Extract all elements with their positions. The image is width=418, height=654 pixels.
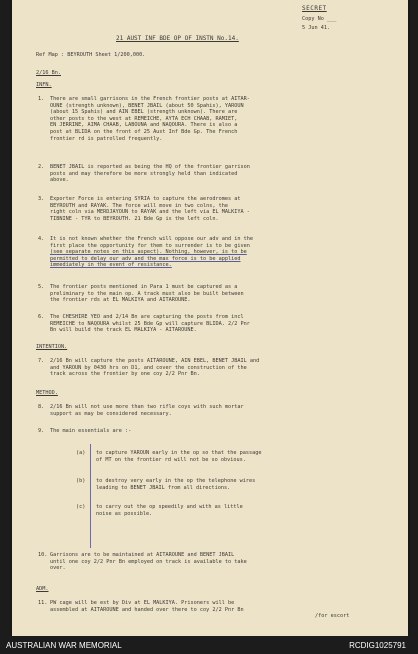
- unit-heading: 2/16 Bn.: [36, 70, 61, 76]
- paragraph-line: The frontier posts mentioned in Para 1 must be captured as a: [50, 284, 238, 290]
- paragraph-line: 2/16 Bn will capture the posts AITAROUNE, AIN EBEL, BENET JBAIL and: [50, 358, 260, 364]
- paragraph-line-underlined: immediately in the event of resistance.: [50, 262, 172, 269]
- paragraph-line: 2/16 Bn will not use more than two rifle coys with such mortar: [50, 404, 244, 410]
- paragraph-line: noise as possible.: [96, 510, 153, 517]
- paragraph-line: The CHESHIRE YEO and 2/14 Bn are capturing the posts from incl: [50, 314, 244, 320]
- paragraph-line: frontier rd is patrolled frequently.: [50, 135, 163, 142]
- paragraph-line-underlined: (see separate notes on this aspect). Nothing, however, is to be: [50, 249, 247, 256]
- paragraph-line: right coln via MERDJAYOUN to RAYAK and the left via EL MALKIYA -: [50, 209, 250, 216]
- paragraph-number: 8.: [38, 404, 45, 410]
- paragraph-line: EN JERRINE, AIMA CHAAB, LABOUNA and NAQOURA. There is also a: [50, 122, 238, 129]
- paragraph-number: 5.: [38, 284, 45, 290]
- paragraph-line: track across the frontier by one coy 2/2 Pnr Bn.: [50, 371, 200, 378]
- document-title: 21 AUST INF BDE OP OF INSTN No.14.: [116, 35, 239, 42]
- paragraph-5: [38, 284, 395, 304]
- document-page: [12, 0, 408, 636]
- paragraph-6: [38, 314, 395, 334]
- paragraph-line: and YAROUN by 0430 hrs on D1, and cover the construction of the: [50, 364, 247, 371]
- paragraph-line: to capture YAROUN early in the op so that the passage: [96, 450, 262, 456]
- subparagraph-9a: [76, 450, 381, 463]
- subparagraph-letter: (c): [76, 504, 86, 510]
- paragraph-line: until one coy 2/2 Pnr Bn employed on track is available to take: [50, 558, 247, 565]
- copy-number: Copy No ___: [302, 16, 337, 22]
- paragraph-number: 2.: [38, 164, 45, 170]
- paragraph-line: Exporter Force is entering SYRIA to capture the aerodromes at: [50, 196, 241, 202]
- section-heading-intention: INTENTION.: [36, 344, 68, 350]
- paragraph-number: 11.: [38, 600, 48, 606]
- paragraph-line: above.: [50, 177, 69, 184]
- paragraph-line: BENET JBAIL is reported as being the HQ of the frontier garrison: [50, 164, 250, 170]
- paragraph-line-underlined: permitted to delay our adv and the max force is to be applied: [50, 255, 241, 262]
- archive-name: AUSTRALIAN WAR MEMORIAL: [6, 641, 122, 650]
- paragraph-line: It is not known whether the French will oppose our adv and in the: [50, 236, 254, 242]
- paragraph-line: post at BLIDA on the front of 25 Aust Inf Bde Gp. The French: [50, 128, 238, 135]
- paragraph-line: the frontier rds at EL MALKIYA and AITAROUNE.: [50, 297, 191, 304]
- paragraph-number: 3.: [38, 196, 45, 202]
- paragraph-line: PW cage will be est by Div at EL MALKIYA. Prisoners will be: [50, 600, 235, 606]
- paragraph-line: posts and may therefore be more strongly held than indicated: [50, 170, 238, 177]
- paragraph-line: other posts to the west at REMEICHE, AYTA ECH CHAAB, RAMIET,: [50, 115, 238, 122]
- paragraph-line: assembled at AITAROUNE and handed over there to coy 2/2 Pnr Bn: [50, 606, 244, 613]
- subparagraph-9b: [76, 478, 381, 491]
- paragraph-line: to destroy very early in the op the telephone wires: [96, 478, 256, 484]
- paragraph-4: [38, 236, 395, 269]
- section-heading-information: INFN.: [36, 82, 52, 88]
- paragraph-number: 10.: [38, 552, 48, 558]
- subparagraph-letter: (b): [76, 478, 86, 484]
- paragraph-line: The main essentials are :-: [50, 428, 132, 434]
- paragraph-11: [38, 600, 395, 620]
- reference-map: Ref Map : BEYROUTH Sheet 1/200,000.: [36, 52, 146, 58]
- paragraph-line: (about 15 Spahis) and AIN EBEL (strength unknown). There are: [50, 109, 238, 116]
- section-heading-method: METHOD.: [36, 390, 58, 396]
- paragraph-line: to carry out the op speedily and with as little: [96, 504, 243, 510]
- paragraph-1: [38, 96, 395, 142]
- archive-record-id: RCDIG1025791: [349, 641, 406, 650]
- paragraph-10: [38, 552, 395, 572]
- subparagraph-letter: (a): [76, 450, 86, 456]
- paragraph-line: Bn will build the track EL MALKIYA - AITAROUNE.: [50, 327, 197, 334]
- paragraph-line: OUNE (strength unknown), BENET JBAIL (about 50 Spahis), YAROUN: [50, 102, 244, 109]
- paragraph-line: Garrisons are to be maintained at AITAROUNE and BENET JBAIL: [50, 552, 235, 558]
- paragraph-line: leading to BENET JBAIL from all directions.: [96, 484, 231, 491]
- paragraph-line: support as may be considered necessary.: [50, 410, 172, 417]
- margin-bracket-mark: [90, 444, 91, 548]
- paragraph-line: first place the opportunity for them to surrender is to be given: [50, 242, 250, 249]
- paragraph-7: [38, 358, 395, 378]
- paragraph-number: 4.: [38, 236, 45, 242]
- paragraph-line: over.: [50, 565, 66, 572]
- paragraph-line: of MT on the frontier rd will not be so obvious.: [96, 456, 246, 463]
- archive-footer: [0, 636, 418, 654]
- paragraph-number: 9.: [38, 428, 45, 434]
- paragraph-9: [38, 428, 395, 435]
- document-date: 5 Jun 41.: [302, 25, 331, 31]
- paragraph-2: [38, 164, 395, 184]
- subparagraph-9c: [76, 504, 381, 517]
- paragraph-line: BEYROUTH and RAYAK. The force will move in two colns, the: [50, 202, 229, 209]
- paragraph-line: /for escort: [315, 613, 350, 620]
- paragraph-number: 1.: [38, 96, 45, 102]
- paragraph-8: [38, 404, 395, 417]
- security-classification: SECRET: [302, 5, 327, 12]
- paragraph-line: REMEICHE to NAQOURA whilst 25 Bde Gp will capture BLIDA. 2/2 Pnr: [50, 320, 250, 327]
- paragraph-number: 7.: [38, 358, 45, 364]
- paragraph-line: TIBNINE - TYR to BEYROUTH. 21 Bde Gp is the left coln.: [50, 215, 219, 222]
- paragraph-line: preliminary to the main op. A track must also be built between: [50, 290, 244, 297]
- paragraph-3: [38, 196, 395, 222]
- section-heading-administration: ADM.: [36, 586, 49, 592]
- paragraph-number: 6.: [38, 314, 45, 320]
- paragraph-line: There are small garrisons in the French frontier posts at AITAR-: [50, 96, 250, 102]
